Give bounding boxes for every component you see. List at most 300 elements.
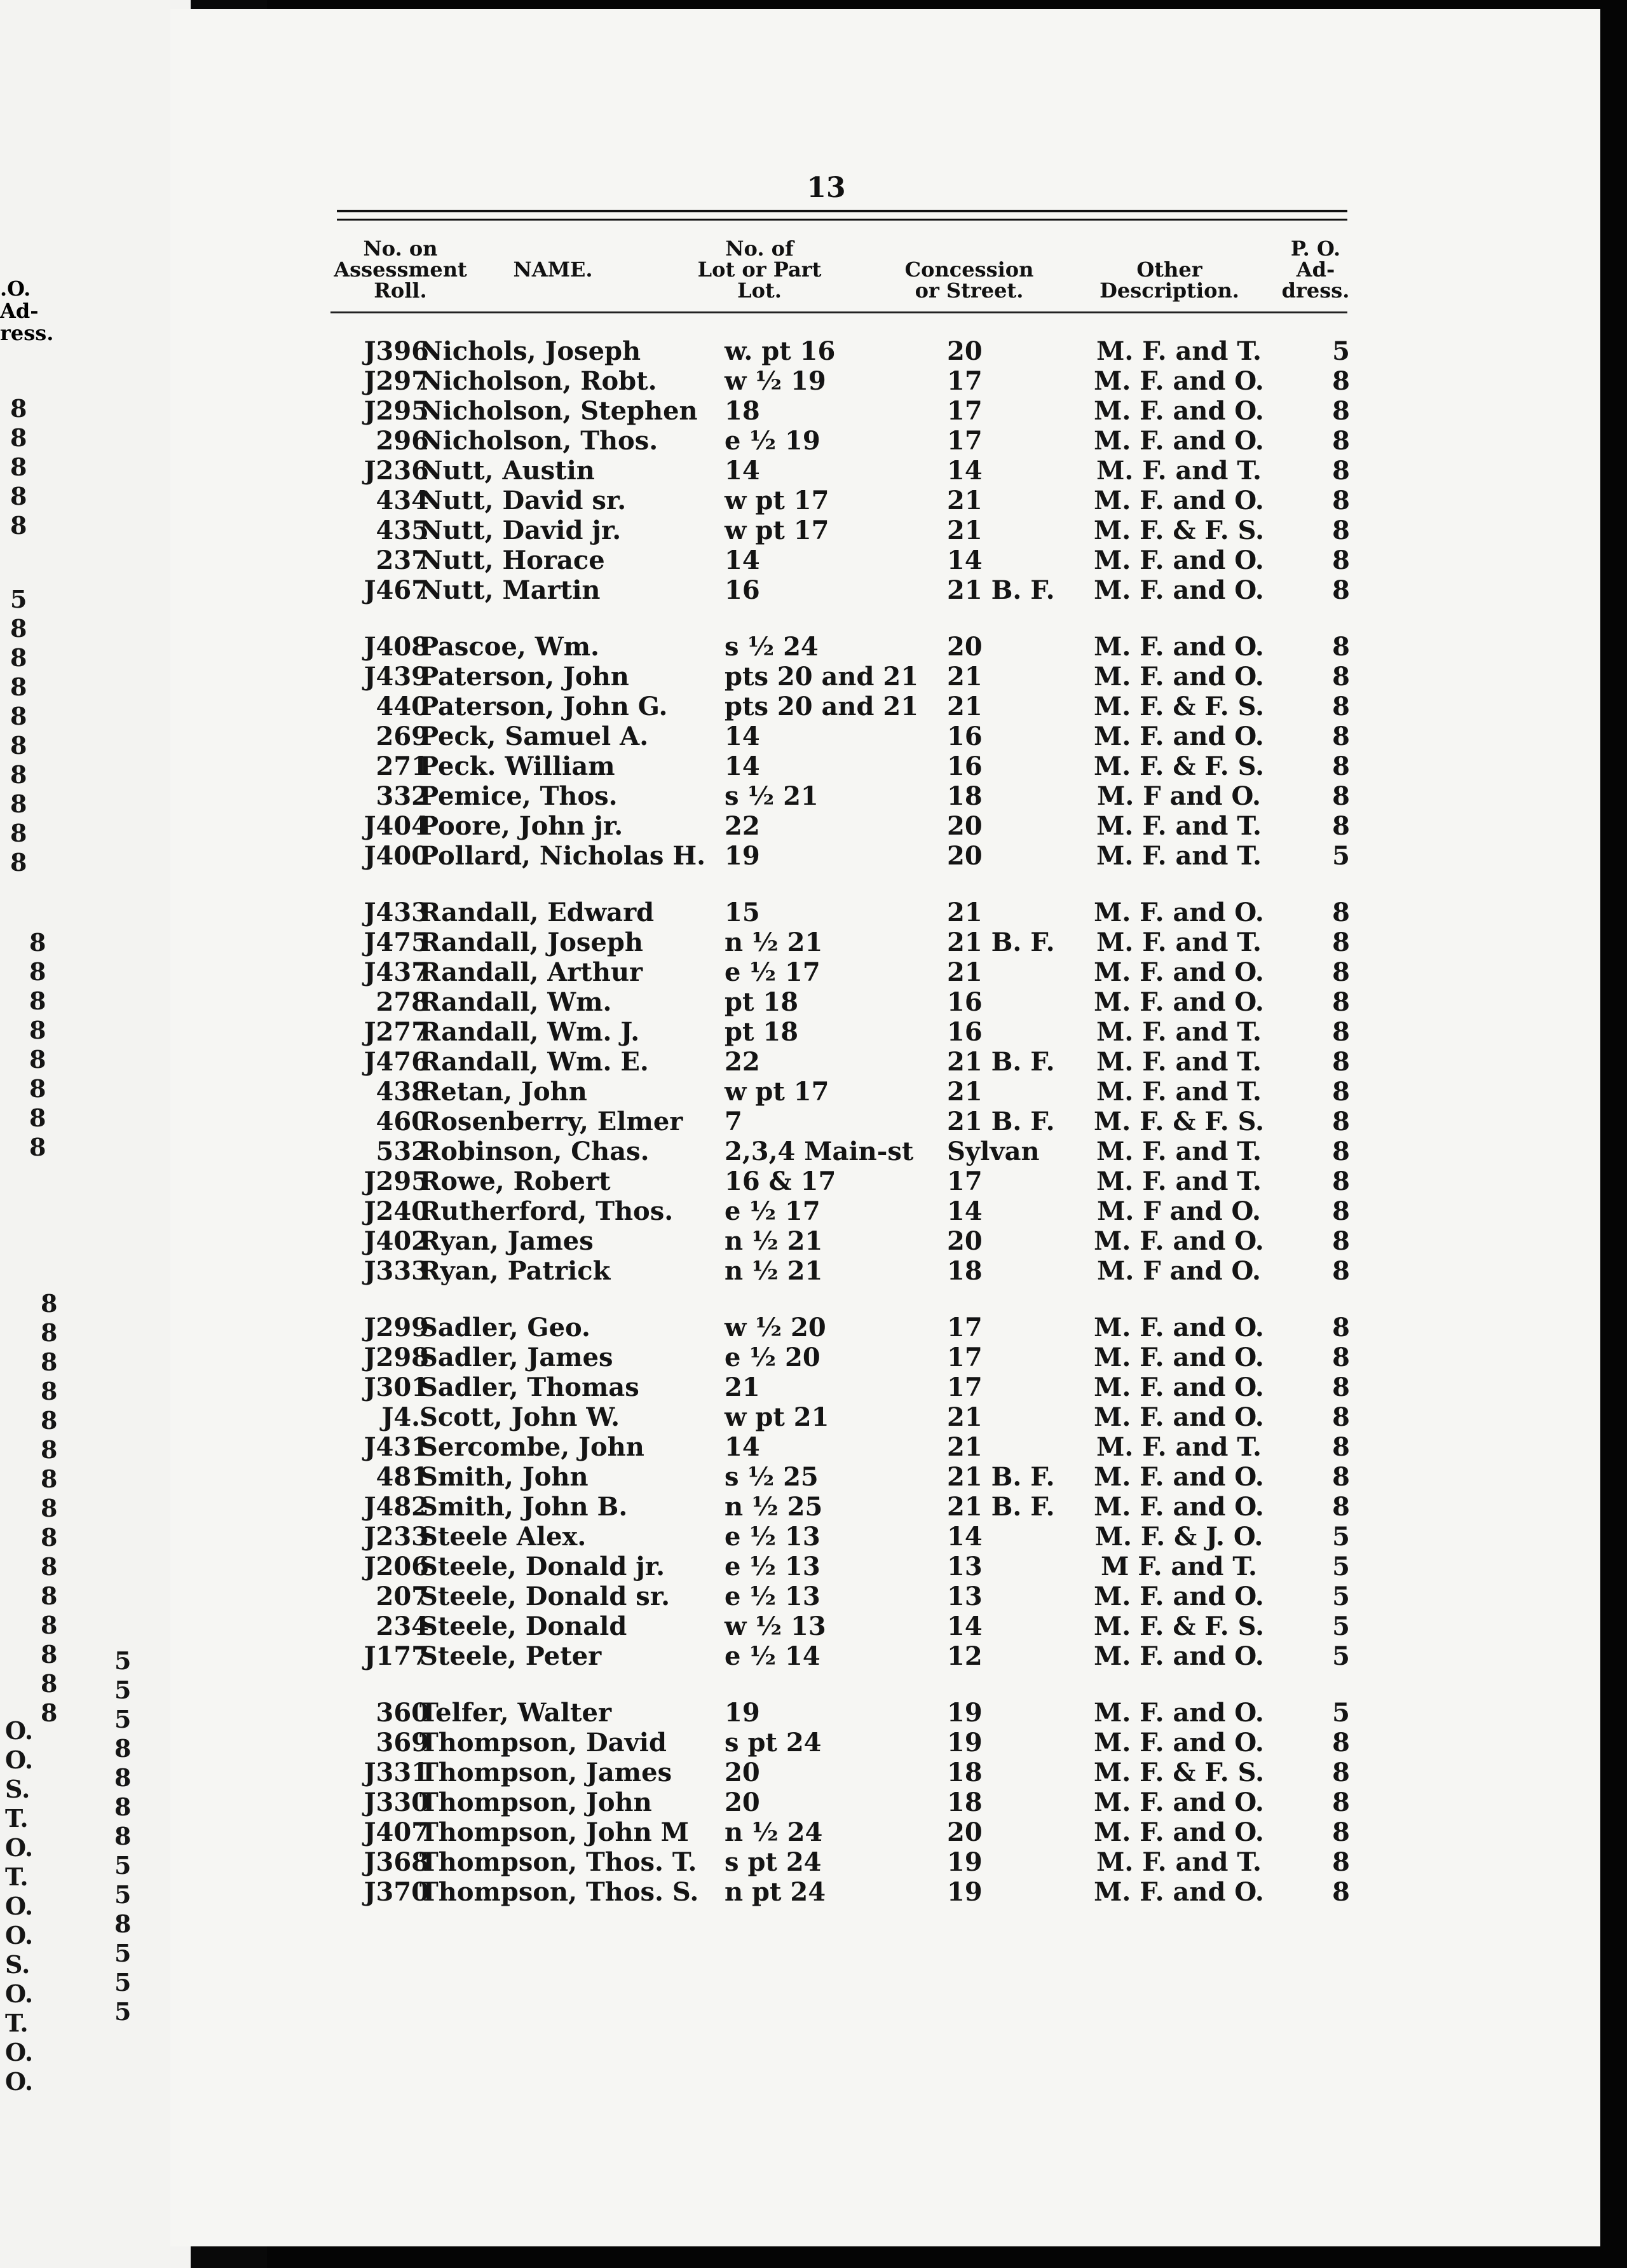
cell-po-address: 8 bbox=[1332, 1256, 1350, 1286]
cell-roll-number: J370 bbox=[364, 1877, 429, 1907]
cell-description: M. F and O. bbox=[1097, 1256, 1261, 1286]
cell-name: Sadler, Thomas bbox=[419, 1372, 639, 1402]
cell-lot: w ½ 13 bbox=[725, 1611, 826, 1641]
cell-roll-number: 481 bbox=[376, 1462, 429, 1492]
cell-po-address: 5 bbox=[1332, 841, 1350, 871]
cell-po-address: 8 bbox=[1332, 1107, 1350, 1137]
table-row bbox=[0, 1343, 1627, 1372]
cell-lot: 18 bbox=[725, 396, 760, 426]
left-page-fragment: 8 bbox=[29, 987, 46, 1015]
cell-description: M. F. & F. S. bbox=[1093, 516, 1264, 545]
cell-name: Steele, Donald bbox=[419, 1611, 627, 1641]
cell-lot: e ½ 20 bbox=[725, 1342, 820, 1372]
cell-description: M. F. and O. bbox=[1094, 1492, 1264, 1522]
cell-roll-number: J402 bbox=[364, 1226, 429, 1256]
left-header-line-1: .O. bbox=[0, 277, 31, 301]
left-page-fragment: S. bbox=[5, 1950, 31, 1979]
table-row bbox=[0, 928, 1627, 957]
cell-roll-number: J177 bbox=[364, 1641, 429, 1671]
cell-description: M. F. and O. bbox=[1094, 1313, 1264, 1342]
cell-roll-number: 435 bbox=[376, 516, 429, 545]
cell-name: Poore, John jr. bbox=[419, 811, 623, 841]
cell-lot: 16 bbox=[725, 575, 760, 605]
cell-description: M. F. and O. bbox=[1094, 486, 1264, 516]
header-description-line-1: Other bbox=[1136, 257, 1202, 282]
cell-roll-number: 360 bbox=[376, 1698, 429, 1728]
table-row bbox=[0, 632, 1627, 662]
table-row bbox=[0, 397, 1627, 426]
cell-lot: e ½ 14 bbox=[725, 1641, 820, 1671]
table-row bbox=[0, 1582, 1627, 1611]
table-row bbox=[0, 1048, 1627, 1077]
cell-lot: w pt 17 bbox=[725, 1077, 829, 1107]
cell-roll-number: J277 bbox=[364, 1017, 429, 1047]
cell-lot: n ½ 21 bbox=[725, 927, 823, 957]
table-row bbox=[0, 1522, 1627, 1552]
cell-description: M. F. and O. bbox=[1094, 987, 1264, 1017]
cell-description: M. F. and T. bbox=[1096, 336, 1262, 366]
cell-concession: 16 bbox=[947, 987, 983, 1017]
left-page-fragment: S. bbox=[5, 1775, 31, 1803]
cell-concession: 16 bbox=[947, 1017, 983, 1047]
left-page-fragment: 8 bbox=[41, 1698, 58, 1727]
left-page-fragment: 8 bbox=[41, 1435, 58, 1464]
cell-description: M. F. and O. bbox=[1094, 957, 1264, 987]
left-page-fragment: 8 bbox=[41, 1348, 58, 1376]
cell-po-address: 8 bbox=[1332, 957, 1350, 987]
cell-lot: pts 20 and 21 bbox=[725, 662, 919, 692]
cell-roll-number: J206 bbox=[364, 1552, 429, 1581]
left-page-fragment: 8 bbox=[29, 1103, 46, 1132]
table-row bbox=[0, 1197, 1627, 1226]
cell-name: Pascoe, Wm. bbox=[419, 632, 599, 662]
table-row bbox=[0, 576, 1627, 605]
cell-lot: e ½ 17 bbox=[725, 957, 820, 987]
table-row bbox=[0, 1433, 1627, 1462]
cell-roll-number: J295 bbox=[364, 396, 429, 426]
cell-concession: 17 bbox=[947, 1372, 983, 1402]
cell-concession: 13 bbox=[947, 1581, 983, 1611]
cell-roll-number: 207 bbox=[376, 1581, 429, 1611]
cell-name: Ryan, Patrick bbox=[419, 1256, 611, 1286]
cell-roll-number: J301 bbox=[364, 1372, 429, 1402]
left-page-fragment: 8 bbox=[41, 1523, 58, 1552]
left-page-fragment: T. bbox=[5, 1862, 29, 1891]
cell-roll-number: J4.. bbox=[381, 1402, 429, 1432]
left-page-fragment: O. bbox=[5, 1833, 34, 1862]
table-row bbox=[0, 1698, 1627, 1728]
left-page-fragment: 8 bbox=[114, 1734, 132, 1763]
cell-roll-number: 460 bbox=[376, 1107, 429, 1137]
cell-roll-number: J431 bbox=[364, 1432, 429, 1462]
cell-name: Nutt, David sr. bbox=[419, 486, 627, 516]
cell-name: Rosenberry, Elmer bbox=[419, 1107, 683, 1137]
cell-po-address: 8 bbox=[1332, 1492, 1350, 1522]
left-page-fragment: 5 bbox=[114, 1939, 132, 1967]
cell-name: Sadler, James bbox=[419, 1342, 613, 1372]
left-page-fragment: 8 bbox=[29, 1074, 46, 1103]
cell-po-address: 8 bbox=[1332, 575, 1350, 605]
cell-concession: 17 bbox=[947, 1313, 983, 1342]
cell-concession: 14 bbox=[947, 545, 983, 575]
cell-name: Thompson, John bbox=[419, 1787, 652, 1817]
table-row bbox=[0, 1552, 1627, 1581]
cell-po-address: 8 bbox=[1332, 1077, 1350, 1107]
left-page-fragment: 8 bbox=[41, 1552, 58, 1581]
cell-po-address: 8 bbox=[1332, 987, 1350, 1017]
cell-concession: 18 bbox=[947, 1758, 983, 1787]
cell-concession: 19 bbox=[947, 1728, 983, 1758]
cell-lot: 14 bbox=[725, 545, 760, 575]
cell-lot: n ½ 25 bbox=[725, 1492, 823, 1522]
cell-concession: 17 bbox=[947, 366, 983, 396]
table-row bbox=[0, 662, 1627, 692]
table-row bbox=[0, 1373, 1627, 1402]
cell-po-address: 8 bbox=[1332, 1787, 1350, 1817]
cell-po-address: 8 bbox=[1332, 366, 1350, 396]
cell-po-address: 8 bbox=[1332, 545, 1350, 575]
cell-po-address: 5 bbox=[1332, 1522, 1350, 1552]
cell-lot: 22 bbox=[725, 1047, 760, 1077]
left-page-fragment: O. bbox=[5, 1979, 34, 2008]
cell-name: Randall, Edward bbox=[419, 898, 655, 927]
cell-roll-number: 440 bbox=[376, 692, 429, 721]
cell-lot: e ½ 13 bbox=[725, 1552, 820, 1581]
cell-lot: pt 18 bbox=[725, 1017, 799, 1047]
left-page-fragment: 8 bbox=[10, 819, 27, 847]
cell-concession: 19 bbox=[947, 1877, 983, 1907]
cell-lot: s pt 24 bbox=[725, 1728, 822, 1758]
cell-lot: 22 bbox=[725, 811, 760, 841]
table-row bbox=[0, 1788, 1627, 1817]
cell-lot: pt 18 bbox=[725, 987, 799, 1017]
cell-description: M. F. and T. bbox=[1096, 1047, 1262, 1077]
cell-description: M. F. and T. bbox=[1096, 811, 1262, 841]
cell-roll-number: J299 bbox=[364, 1313, 429, 1342]
cell-description: M. F. and O. bbox=[1094, 1462, 1264, 1492]
cell-roll-number: J400 bbox=[364, 841, 429, 871]
cell-name: Peck. William bbox=[419, 751, 615, 781]
cell-lot: e ½ 13 bbox=[725, 1581, 820, 1611]
cell-concession: 19 bbox=[947, 1698, 983, 1728]
cell-po-address: 8 bbox=[1332, 1313, 1350, 1342]
table-row bbox=[0, 1313, 1627, 1342]
header-concession-line-2: or Street. bbox=[915, 278, 1024, 303]
left-page-fragment: 8 bbox=[10, 848, 27, 877]
cell-roll-number: J233 bbox=[364, 1522, 429, 1552]
cell-concession: 21 B. F. bbox=[947, 927, 1055, 957]
cell-concession: Sylvan bbox=[947, 1137, 1040, 1166]
left-page-fragment: 5 bbox=[114, 1997, 132, 2026]
page-number: 13 bbox=[807, 172, 846, 204]
cell-concession: 18 bbox=[947, 781, 983, 811]
cell-name: Nutt, Horace bbox=[419, 545, 605, 575]
cell-name: Nicholson, Robt. bbox=[419, 366, 657, 396]
cell-concession: 19 bbox=[947, 1847, 983, 1877]
cell-concession: 18 bbox=[947, 1787, 983, 1817]
left-page-fragment: 8 bbox=[41, 1318, 58, 1347]
cell-roll-number: J330 bbox=[364, 1787, 429, 1817]
cell-roll-number: 332 bbox=[376, 781, 429, 811]
cell-description: M. F. and O. bbox=[1094, 1641, 1264, 1671]
cell-lot: 2,3,4 Main-st bbox=[725, 1137, 914, 1166]
cell-description: M. F. & J. O. bbox=[1094, 1522, 1263, 1552]
cell-description: M. F. and O. bbox=[1094, 1342, 1264, 1372]
left-page-fragment: 5 bbox=[114, 1968, 132, 1997]
cell-roll-number: J408 bbox=[364, 632, 429, 662]
cell-description: M. F and O. bbox=[1097, 781, 1261, 811]
cell-lot: 15 bbox=[725, 898, 760, 927]
table-row bbox=[0, 427, 1627, 456]
table-row bbox=[0, 752, 1627, 781]
cell-concession: 21 bbox=[947, 486, 983, 516]
cell-concession: 21 bbox=[947, 1077, 983, 1107]
left-page-fragment: 5 bbox=[114, 1646, 132, 1675]
cell-description: M. F. and O. bbox=[1094, 396, 1264, 426]
header-po-line-1: P. O. bbox=[1290, 236, 1341, 261]
cell-concession: 21 B. F. bbox=[947, 1492, 1055, 1522]
cell-name: Randall, Wm. J. bbox=[419, 1017, 640, 1047]
cell-description: M. F. and O. bbox=[1094, 721, 1264, 751]
cell-description: M. F. and T. bbox=[1096, 1077, 1262, 1107]
cell-name: Paterson, John bbox=[419, 662, 629, 692]
left-page-fragment: 8 bbox=[41, 1581, 58, 1610]
cell-name: Randall, Wm. E. bbox=[419, 1047, 649, 1077]
cell-description: M. F and O. bbox=[1097, 1196, 1261, 1226]
table-row bbox=[0, 898, 1627, 927]
cell-concession: 20 bbox=[947, 811, 983, 841]
cell-lot: 19 bbox=[725, 841, 760, 871]
table-row bbox=[0, 1818, 1627, 1847]
cell-name: Thompson, John M bbox=[419, 1817, 689, 1847]
cell-name: Steele, Donald jr. bbox=[419, 1552, 665, 1581]
cell-name: Randall, Wm. bbox=[419, 987, 612, 1017]
cell-name: Scott, John W. bbox=[419, 1402, 620, 1432]
header-roll-line-3: Roll. bbox=[374, 278, 427, 303]
cell-po-address: 8 bbox=[1332, 1817, 1350, 1847]
cell-description: M. F. and O. bbox=[1094, 632, 1264, 662]
cell-lot: 14 bbox=[725, 721, 760, 751]
cell-po-address: 8 bbox=[1332, 1758, 1350, 1787]
cell-description: M. F. and O. bbox=[1094, 1581, 1264, 1611]
header-lot-line-2: Lot or Part bbox=[697, 257, 822, 282]
cell-name: Peck, Samuel A. bbox=[419, 721, 649, 751]
cell-description: M. F. and O. bbox=[1094, 1817, 1264, 1847]
cell-lot: pts 20 and 21 bbox=[725, 692, 919, 721]
cell-name: Steele, Donald sr. bbox=[419, 1581, 671, 1611]
left-page-fragment: O. bbox=[5, 1892, 34, 1920]
cell-roll-number: J298 bbox=[364, 1342, 429, 1372]
header-roll-line-1: No. on bbox=[363, 236, 438, 261]
left-page-fragment: 8 bbox=[10, 394, 27, 423]
left-page-fragment: 8 bbox=[10, 482, 27, 510]
cell-po-address: 8 bbox=[1332, 1017, 1350, 1047]
cell-po-address: 8 bbox=[1332, 1226, 1350, 1256]
cell-roll-number: J396 bbox=[364, 336, 429, 366]
left-page-fragment: 8 bbox=[114, 1822, 132, 1850]
table-row bbox=[0, 812, 1627, 841]
left-page-fragment: 8 bbox=[41, 1289, 58, 1318]
cell-po-address: 8 bbox=[1332, 692, 1350, 721]
cell-name: Steele, Peter bbox=[419, 1641, 602, 1671]
cell-roll-number: J331 bbox=[364, 1758, 429, 1787]
left-page-fragment: 8 bbox=[41, 1377, 58, 1405]
cell-concession: 16 bbox=[947, 721, 983, 751]
left-header-line-2: Ad- bbox=[0, 299, 39, 323]
cell-po-address: 8 bbox=[1332, 1196, 1350, 1226]
cell-name: Smith, John bbox=[419, 1462, 589, 1492]
cell-description: M. F. and O. bbox=[1094, 1698, 1264, 1728]
cell-name: Smith, John B. bbox=[419, 1492, 628, 1522]
cell-description: M. F. & F. S. bbox=[1093, 692, 1264, 721]
cell-po-address: 8 bbox=[1332, 1462, 1350, 1492]
cell-description: M. F. and O. bbox=[1094, 575, 1264, 605]
cell-po-address: 5 bbox=[1332, 1641, 1350, 1671]
cell-roll-number: J407 bbox=[364, 1817, 429, 1847]
cell-description: M. F. & F. S. bbox=[1093, 1758, 1264, 1787]
cell-lot: 20 bbox=[725, 1758, 760, 1787]
cell-concession: 21 bbox=[947, 957, 983, 987]
cell-lot: 19 bbox=[725, 1698, 760, 1728]
left-page-fragment: 8 bbox=[114, 1909, 132, 1938]
left-page-fragment: T. bbox=[5, 2009, 29, 2037]
table-row bbox=[0, 367, 1627, 396]
cell-roll-number: J240 bbox=[364, 1196, 429, 1226]
cell-roll-number: 234 bbox=[376, 1611, 429, 1641]
cell-description: M. F. and T. bbox=[1096, 1847, 1262, 1877]
cell-po-address: 5 bbox=[1332, 1552, 1350, 1581]
cell-lot: 21 bbox=[725, 1372, 760, 1402]
cell-description: M. F. and O. bbox=[1094, 1372, 1264, 1402]
cell-roll-number: J236 bbox=[364, 456, 429, 486]
cell-name: Nutt, Austin bbox=[419, 456, 595, 486]
left-page-fragment: 8 bbox=[10, 423, 27, 452]
cell-lot: e ½ 19 bbox=[725, 426, 820, 456]
cell-description: M. F. & F. S. bbox=[1093, 1611, 1264, 1641]
cell-description: M. F. and T. bbox=[1096, 1137, 1262, 1166]
cell-name: Paterson, John G. bbox=[419, 692, 668, 721]
left-page-fragment: 8 bbox=[29, 1016, 46, 1044]
cell-name: Thompson, James bbox=[419, 1758, 672, 1787]
cell-lot: 16 & 17 bbox=[725, 1166, 836, 1196]
cell-concession: 12 bbox=[947, 1641, 983, 1671]
cell-concession: 21 B. F. bbox=[947, 1462, 1055, 1492]
cell-description: M. F. & F. S. bbox=[1093, 751, 1264, 781]
left-page-fragment: 5 bbox=[114, 1880, 132, 1909]
cell-po-address: 8 bbox=[1332, 1342, 1350, 1372]
left-page-fragment: 5 bbox=[114, 1851, 132, 1880]
cell-po-address: 8 bbox=[1332, 1372, 1350, 1402]
cell-lot: n ½ 24 bbox=[725, 1817, 823, 1847]
table-row bbox=[0, 1848, 1627, 1877]
cell-concession: 14 bbox=[947, 1196, 983, 1226]
left-page-fragment: O. bbox=[5, 1716, 34, 1745]
cell-po-address: 8 bbox=[1332, 721, 1350, 751]
left-page-fragment: 5 bbox=[10, 585, 27, 613]
cell-po-address: 8 bbox=[1332, 751, 1350, 781]
cell-description: M. F. and T. bbox=[1096, 927, 1262, 957]
left-page-fragment: 8 bbox=[10, 673, 27, 701]
cell-roll-number: 438 bbox=[376, 1077, 429, 1107]
cell-lot: w. pt 16 bbox=[725, 336, 836, 366]
cell-name: Nicholson, Thos. bbox=[419, 426, 658, 456]
cell-roll-number: 269 bbox=[376, 721, 429, 751]
cell-description: M F. and T. bbox=[1101, 1552, 1257, 1581]
left-page-fragment: 8 bbox=[10, 453, 27, 481]
left-page-fragment: 8 bbox=[29, 957, 46, 986]
left-page-fragment: 8 bbox=[10, 760, 27, 789]
cell-description: M. F. and O. bbox=[1094, 1402, 1264, 1432]
cell-name: Nutt, David jr. bbox=[419, 516, 622, 545]
left-page-fragment: 8 bbox=[114, 1763, 132, 1792]
cell-roll-number: 532 bbox=[376, 1137, 429, 1166]
table-row bbox=[0, 516, 1627, 545]
table-row bbox=[0, 1077, 1627, 1107]
cell-lot: n ½ 21 bbox=[725, 1226, 823, 1256]
cell-description: M. F. and O. bbox=[1094, 1877, 1264, 1907]
cell-concession: 21 bbox=[947, 692, 983, 721]
cell-concession: 18 bbox=[947, 1256, 983, 1286]
cell-description: M. F. and O. bbox=[1094, 426, 1264, 456]
left-header-line-3: ress. bbox=[0, 321, 54, 345]
header-lot-line-1: No. of bbox=[725, 236, 794, 261]
cell-concession: 14 bbox=[947, 1522, 983, 1552]
left-page-fragment: 8 bbox=[41, 1640, 58, 1669]
cell-concession: 21 bbox=[947, 516, 983, 545]
cell-name: Thompson, Thos. T. bbox=[419, 1847, 697, 1877]
table-row bbox=[0, 1493, 1627, 1522]
cell-description: M. F. and T. bbox=[1096, 1017, 1262, 1047]
cell-concession: 21 bbox=[947, 1432, 983, 1462]
cell-name: Sercombe, John bbox=[419, 1432, 644, 1462]
cell-po-address: 8 bbox=[1332, 781, 1350, 811]
cell-po-address: 8 bbox=[1332, 486, 1350, 516]
cell-lot: s ½ 25 bbox=[725, 1462, 819, 1492]
table-row bbox=[0, 1107, 1627, 1137]
cell-name: Rowe, Robert bbox=[419, 1166, 611, 1196]
cell-lot: w pt 21 bbox=[725, 1402, 829, 1432]
cell-concession: 13 bbox=[947, 1552, 983, 1581]
cell-lot: n pt 24 bbox=[725, 1877, 826, 1907]
cell-concession: 14 bbox=[947, 1611, 983, 1641]
cell-roll-number: J467 bbox=[364, 575, 429, 605]
left-page-fragment: 5 bbox=[114, 1705, 132, 1733]
table-row bbox=[0, 486, 1627, 516]
cell-description: M. F. and T. bbox=[1096, 456, 1262, 486]
cell-roll-number: J368 bbox=[364, 1847, 429, 1877]
cell-po-address: 8 bbox=[1332, 426, 1350, 456]
cell-concession: 17 bbox=[947, 426, 983, 456]
left-page-fragment: O. bbox=[5, 2067, 34, 2096]
cell-po-address: 8 bbox=[1332, 1402, 1350, 1432]
left-page-fragment: 8 bbox=[10, 643, 27, 672]
header-po-line-2: Ad- bbox=[1296, 257, 1335, 282]
cell-concession: 20 bbox=[947, 336, 983, 366]
left-page-fragment: 8 bbox=[10, 614, 27, 643]
cell-roll-number: 271 bbox=[376, 751, 429, 781]
cell-lot: 14 bbox=[725, 751, 760, 781]
cell-po-address: 5 bbox=[1332, 336, 1350, 366]
header-roll-line-2: Assessment bbox=[334, 257, 467, 282]
cell-lot: 14 bbox=[725, 1432, 760, 1462]
cell-lot: w ½ 20 bbox=[725, 1313, 826, 1342]
cell-description: M. F. and T. bbox=[1096, 1166, 1262, 1196]
cell-lot: 7 bbox=[725, 1107, 742, 1137]
left-page-fragment: 8 bbox=[114, 1793, 132, 1821]
cell-name: Pollard, Nicholas H. bbox=[419, 841, 706, 871]
cell-name: Randall, Arthur bbox=[419, 957, 643, 987]
cell-lot: w pt 17 bbox=[725, 516, 829, 545]
